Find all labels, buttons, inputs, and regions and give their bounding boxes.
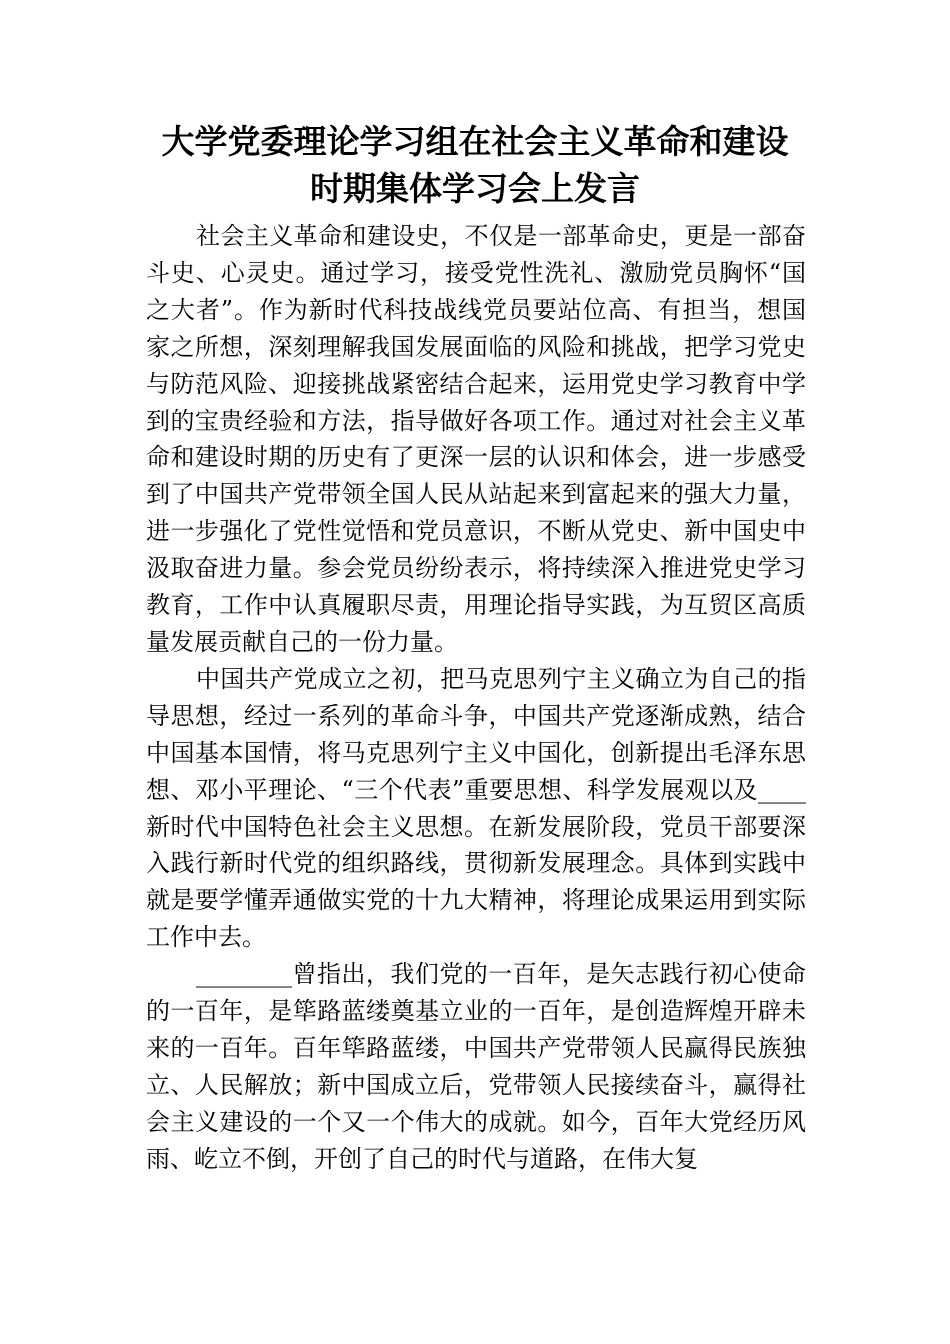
document-body: [146, 218, 806, 1178]
document-title-line-2: 时期集体学习会上发言: [310, 169, 640, 208]
document-title-line-1: 大学党委理论学习组在社会主义革命和建设: [161, 122, 789, 161]
paragraph-3: ________曾指出，我们党的一百年，是矢志践行初心使命的一百年，是筚路蓝缕奠基立业的一百年，是创造辉煌开辟未来的一百年。百年筚路蓝缕，中国共产党带领人民赢得民族独立、人民解放；新中国成立后，党带领人民接续奋斗，赢得社会主义建设的一个又一个伟大的成就。如今，百年大党经历风雨、屹立不倒，开创了自己的时代与道路，在伟大复: [146, 960, 806, 1173]
paragraph-1: 社会主义革命和建设史，不仅是一部革命史，更是一部奋斗史、心灵史。通过学习，接受党性洗礼、激励党员胸怀“国之大者”。作为新时代科技战线党员要站位高、有担当，想国家之所想，深刻理解我国发展面临的风险和挑战，把学习党史与防范风险、迎接挑战紧密结合起来，运用党史学习教育中学到的宝贵经验和方法，指导做好各项工作。通过对社会主义革命和建设时期的历史有了更深一层的认识和体会，进一步感受到了中国共产党带领全国人民从站起来到富起来的强大力量，进一步强化了党性觉悟和党员意识，不断从党史、新中国史中汲取奋进力量。参会党员纷纷表示，将持续深入推进党史学习教育，工作中认真履职尽责，用理论指导实践，为互贸区高质量发展贡献自己的一份力量。: [146, 222, 806, 656]
paragraph-2: 中国共产党成立之初，把马克思列宁主义确立为自己的指导思想，经过一系列的革命斗争，中国共产党逐渐成熟，结合中国基本国情，将马克思列宁主义中国化，创新提出毛泽东思想、邓小平理论、“三个代表”重要思想、科学发展观以及____新时代中国特色社会主义思想。在新发展阶段，党员干部要深入践行新时代党的组织路线，贯彻新发展理念。具体到实践中就是要学懂弄通做实党的十九大精神，将理论成果运用到实际工作中去。: [146, 664, 806, 952]
